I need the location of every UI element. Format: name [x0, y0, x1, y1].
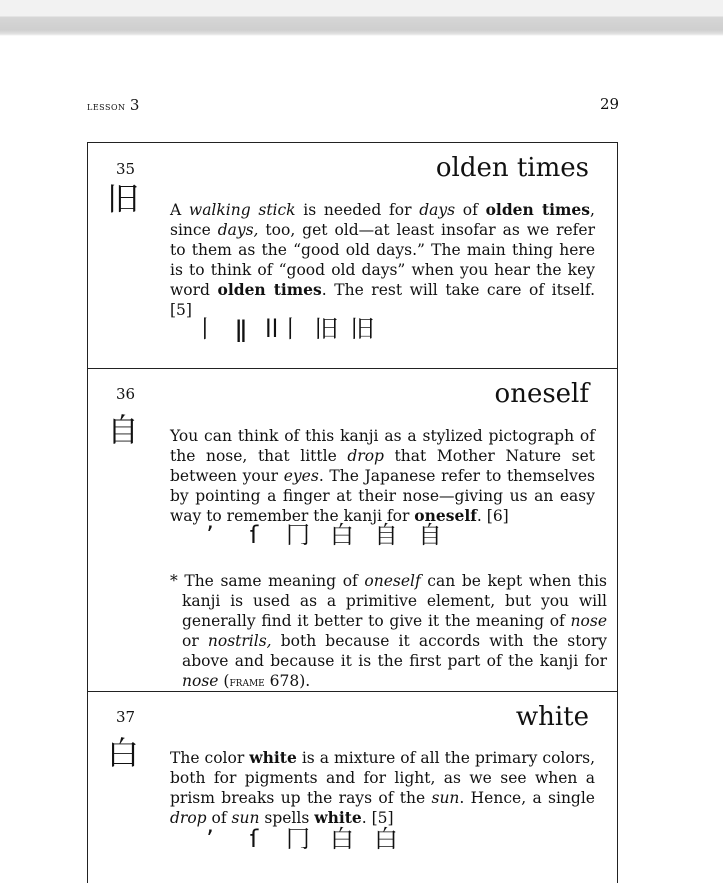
stroke-step: 丨: [193, 315, 217, 343]
entry-story: You can think of this kanji as a stylized pictograph of the nose, that little drop that Mother Nature set between your eyes. The Japanese refer to themselves by pointing a finger at their nose—giving us an easy way to remember the kanji for oneself. [6]: [170, 427, 595, 525]
stroke-order: [193, 315, 374, 343]
entry-story: The color white is a mixture of all the primary colors, both for pigments and for light, as we see when a prism breaks up the rays of the sun. Hence, a single drop of sun spells white. [5]: [170, 748, 596, 827]
stroke-step: ʼ: [206, 825, 214, 853]
lesson-number: 3: [129, 96, 140, 114]
kanji-entry-35: [88, 143, 617, 368]
stroke-step: 白: [374, 825, 398, 853]
stroke-order: [198, 825, 398, 853]
keyword-title: olden times: [435, 153, 589, 183]
kanji-entry-36: [88, 368, 617, 692]
entry-story: A walking stick is needed for days of olden times, since days, too, get old—at least insofar as we refer to them as the “good old days.” The main thing here is to think of “good old days” when you hear the key word olden times. The rest will take care of itself. [5]: [170, 200, 595, 319]
stroke-step: 自: [374, 521, 398, 549]
page-number: 29: [600, 95, 620, 113]
stroke-step: ll丨: [265, 315, 303, 343]
frame-number: 35: [116, 160, 136, 178]
keyword-title: oneself: [494, 379, 589, 409]
stroke-step: ſ: [249, 825, 259, 853]
stroke-order: [198, 521, 442, 549]
viewer-toolbar-edge: [0, 0, 723, 36]
frame-number: 36: [116, 385, 136, 403]
kanji-character: 白: [107, 734, 140, 772]
stroke-step: 旧: [350, 315, 375, 343]
kanji-character: 旧: [107, 180, 140, 218]
stroke-step: ſ: [249, 521, 259, 549]
frame-number: 37: [116, 708, 136, 726]
stroke-step: ʼ: [206, 521, 214, 549]
stroke-step: 自: [418, 521, 442, 549]
primitive-note: * The same meaning of oneself can be kept when this kanji is used as a primitive element, but you will generally find it better to give it the meaning of nose or nostrils, both because it accords with the story above and because it is the first part of the kanji for nose (frame 678).: [170, 572, 607, 690]
kanji-character: 自: [107, 411, 140, 449]
stroke-step: 白: [330, 825, 354, 853]
stroke-step: ǁ: [235, 315, 247, 343]
kanji-entry-37: [88, 691, 617, 884]
lesson-label: lesson: [87, 99, 126, 113]
stroke-step: 冂: [286, 825, 310, 853]
kanji-frames: [87, 142, 618, 883]
stroke-step: 白: [330, 521, 354, 549]
stroke-step: 冂: [286, 521, 310, 549]
running-head: [87, 96, 140, 114]
keyword-title: white: [515, 702, 589, 732]
stroke-step: 旧: [314, 315, 339, 343]
